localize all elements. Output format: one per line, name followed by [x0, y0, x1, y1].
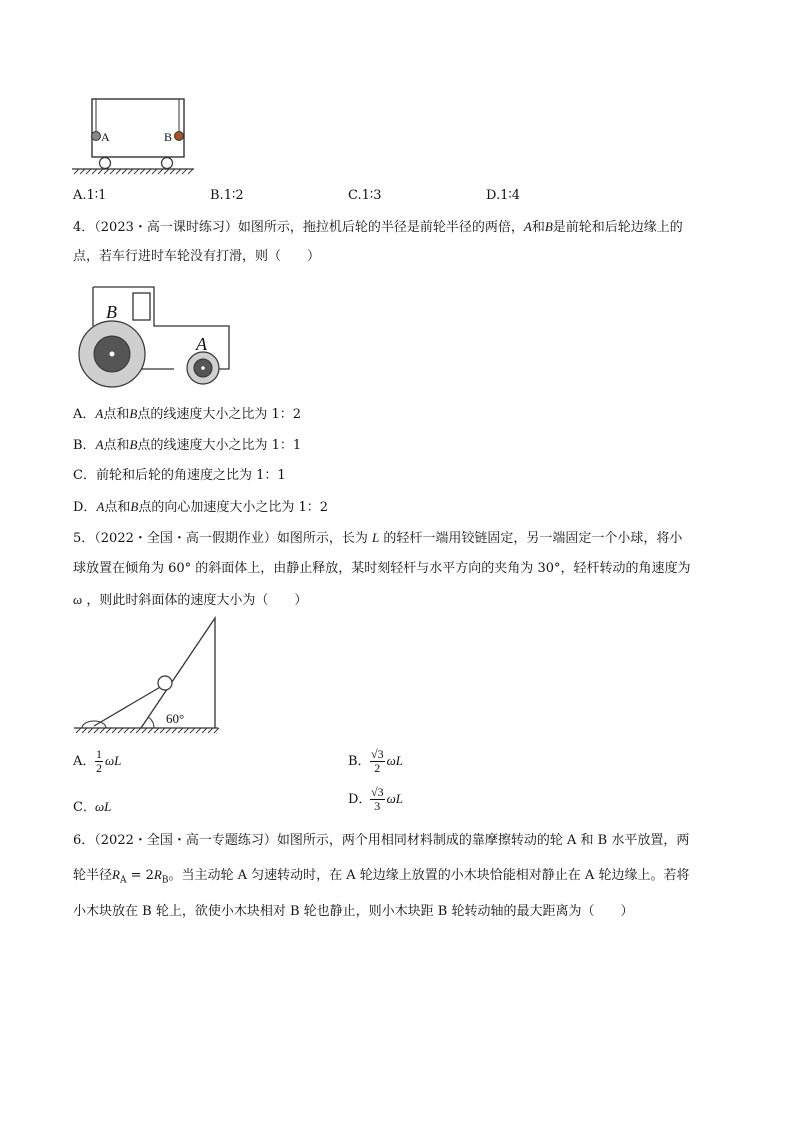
q5-ball [158, 676, 172, 690]
q4-var-b: B [544, 219, 553, 234]
q3-option-b-text: 1∶2 [223, 188, 244, 203]
q3-option-a-text: 1∶1 [86, 188, 107, 203]
q3-wheel-left [100, 158, 111, 169]
q5-angle-arc [148, 717, 154, 728]
q3-option-c-text: 1∶3 [361, 188, 382, 203]
q5-hinge [82, 721, 106, 728]
q3-option-a: A.1∶1 [73, 188, 107, 203]
q6-stem-line2: 轮半径$R_A = 2R_B$。当主动轮 A 匀速转动时，在 A 轮边缘上放置的小木块恰能相对静止在 A 轮边缘上。若将 [73, 867, 690, 886]
q3-option-b: B.1∶2 [210, 188, 244, 203]
q5-angle-label: 60° [166, 711, 185, 726]
q6-stem-line1: 6．（2022・全国・高一专题练习）如图所示，两个用相同材料制成的靠摩擦转动的轮 A 和 B 水平放置，两 [73, 833, 690, 848]
q3-label-b: B [164, 130, 173, 144]
q3-cart-body [92, 99, 184, 157]
q6-radius-a: R [112, 867, 120, 882]
q4-cab-window [133, 293, 150, 320]
q4-option-a: A．A点和B点的线速度大小之比为 1：2 [73, 406, 301, 422]
q4-option-b: B．A点和B点的线速度大小之比为 1：1 [73, 437, 302, 453]
q5-incline-figure [72, 614, 232, 742]
q6-radius-b: R [153, 867, 162, 882]
q5-stem-line3: ω ，则此时斜面体的速度大小为（ ） [73, 592, 308, 608]
q5-option-c: C．ωL [73, 799, 112, 815]
q5-option-b: B． $\frac{√3}{2}$ ωL [348, 747, 404, 775]
q5-var-omega: ω [73, 592, 83, 607]
q5-option-a: A． $\frac{1}{2}$ ωL [73, 747, 122, 775]
q3-label-a: A [101, 130, 110, 144]
q4-tractor-figure [76, 284, 236, 388]
q5-stem-line2: 球放置在倾角为 60° 的斜面体上，由静止释放，某时刻轻杆与水平方向的夹角为 30°，轻杆转动的角速度为 [73, 561, 691, 576]
q4-stem-line1: 4．（2023・高一课时练习）如图所示，拖拉机后轮的半径是前轮半径的两倍，A和B是前轮和后轮边缘上的 [73, 219, 683, 235]
q5-option-d-fraction: $\frac{√3}{3}$ [371, 785, 384, 813]
q5-option-b-fraction: $\frac{√3}{2}$ [371, 747, 384, 775]
q5-var-l: L [372, 530, 380, 545]
q4-option-d: D．A点和B点的向心加速度大小之比为 1：2 [73, 499, 329, 515]
q3-ball-a [92, 132, 101, 141]
q3-cart-figure [68, 96, 198, 180]
q3-ball-b [175, 132, 184, 141]
q3-wheel-right [162, 158, 173, 169]
q3-ground-hatch [74, 169, 193, 174]
q4-var-a: A [523, 219, 532, 234]
q5-option-a-fraction: $\frac{1}{2}$ [96, 747, 102, 775]
q5-option-d: D． $\frac{√3}{3}$ ωL [348, 785, 404, 813]
q5-stem-line1: 5．（2022・全国・高一假期作业）如图所示，长为 L 的轻杆一端用铰链固定，另一端固定一个小球，将小 [73, 530, 683, 546]
q3-option-d: D.1∶4 [486, 188, 521, 203]
q3-option-c: C.1∶3 [348, 188, 382, 203]
q5-ground-hatch [76, 728, 219, 733]
q4-option-c: C．前轮和后轮的角速度之比为 1：1 [73, 468, 286, 483]
q4-stem-line2: 点，若车行进时车轮没有打滑，则（ ） [73, 249, 321, 264]
q3-option-d-text: 1∶4 [500, 188, 521, 203]
q4-label-a: A [196, 334, 207, 354]
q4-label-b: B [106, 302, 117, 322]
q6-stem-line3: 小木块放在 B 轮上，欲使小木块相对 B 轮也静止，则小木块距 B 轮转动轴的最大距离为（ ） [73, 904, 634, 919]
